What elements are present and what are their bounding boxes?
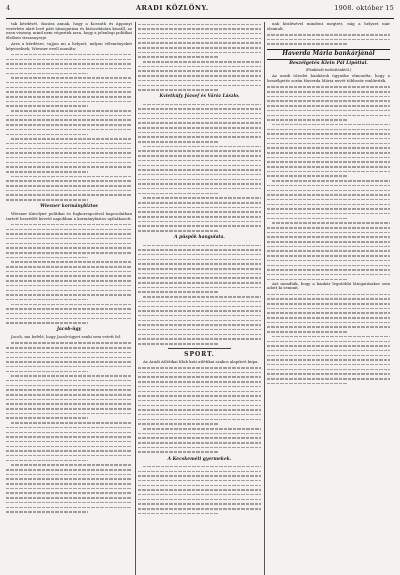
column-1: [6, 22, 132, 575]
article-subheading: Beszélgetés Klein Pál Lipóttal.: [289, 60, 368, 66]
paragraph: Azt mondták, hogy a bankár legutóbbi látogatásakor sem adott ki semmit.: [267, 280, 390, 291]
text-block: [6, 341, 132, 514]
text-block: [6, 222, 132, 325]
byline-note: (Pünkösdi tudósítónktól.): [305, 67, 352, 72]
article-banner-heading: Haverda Mária bankárjánál: [267, 49, 390, 60]
text-block: [267, 32, 390, 46]
divider: [168, 348, 231, 349]
paragraph: Arra a kérdésre, vajjon mi a helyzet, milyen véleményeket képviselnek, Wiesner erről mondta:: [6, 40, 132, 51]
paragraph: Az Aradi Atlétikai Klub kuti atlétikai szakos alapított kupa.: [143, 358, 259, 364]
text-block: [138, 22, 261, 92]
text-block: [138, 366, 261, 455]
issue-date: 1908. október 15: [334, 4, 394, 12]
opening-paragraph: tak kérdését, dacára annak, hogy a Kossuth és Apponyi vezérlete alatt levő párt támogatása és biztosítására kiszáll, az ezen viszony, mind nem végeztek arra, hogy a jelenlegi politikai életben visszanyerje.: [6, 22, 132, 41]
masthead: [6, 4, 394, 19]
section-heading: A Kecskeméti gyermekek.: [167, 456, 232, 462]
section-heading: Kvietkúfy József és Váróz Lászlo.: [159, 94, 240, 100]
paragraph: Wiesner Károlyné politikai és fogkorrupcióval kapcsolatban tartott beszédét követő napokban a kormánybiztos nyilatkozott.: [6, 210, 132, 221]
text-block: [267, 292, 390, 386]
column-2: [135, 22, 261, 575]
text-block: [267, 85, 390, 282]
sport-heading: SPORT.: [184, 351, 215, 359]
paragraph: Jacob, ma befelé, hogy Jacob-ügyet senki sem vetett fel.: [11, 334, 122, 340]
paragraph: Az aradi tőzsdei bankárok ügynöke elmondta, hogy a beszélgetés során Haverda Mária nevét többször említették.: [267, 73, 390, 84]
section-heading: Jacob-ügy: [56, 327, 82, 333]
page-number: 4: [6, 4, 11, 12]
text-block: [138, 464, 261, 516]
text-block: [6, 52, 132, 202]
text-block: [138, 243, 261, 346]
column-3: [264, 22, 390, 575]
article-columns: [6, 22, 394, 575]
section-heading: A püspök hangulata.: [174, 235, 225, 241]
section-heading: Wiesner kormánybiztos: [40, 204, 98, 210]
text-block: [138, 102, 261, 233]
paragraph: nak közlésével mindent megtett, míg a helyzet már elsimult.: [267, 22, 390, 31]
newspaper-title: ARADI KÖZLÖNY.: [135, 4, 209, 12]
